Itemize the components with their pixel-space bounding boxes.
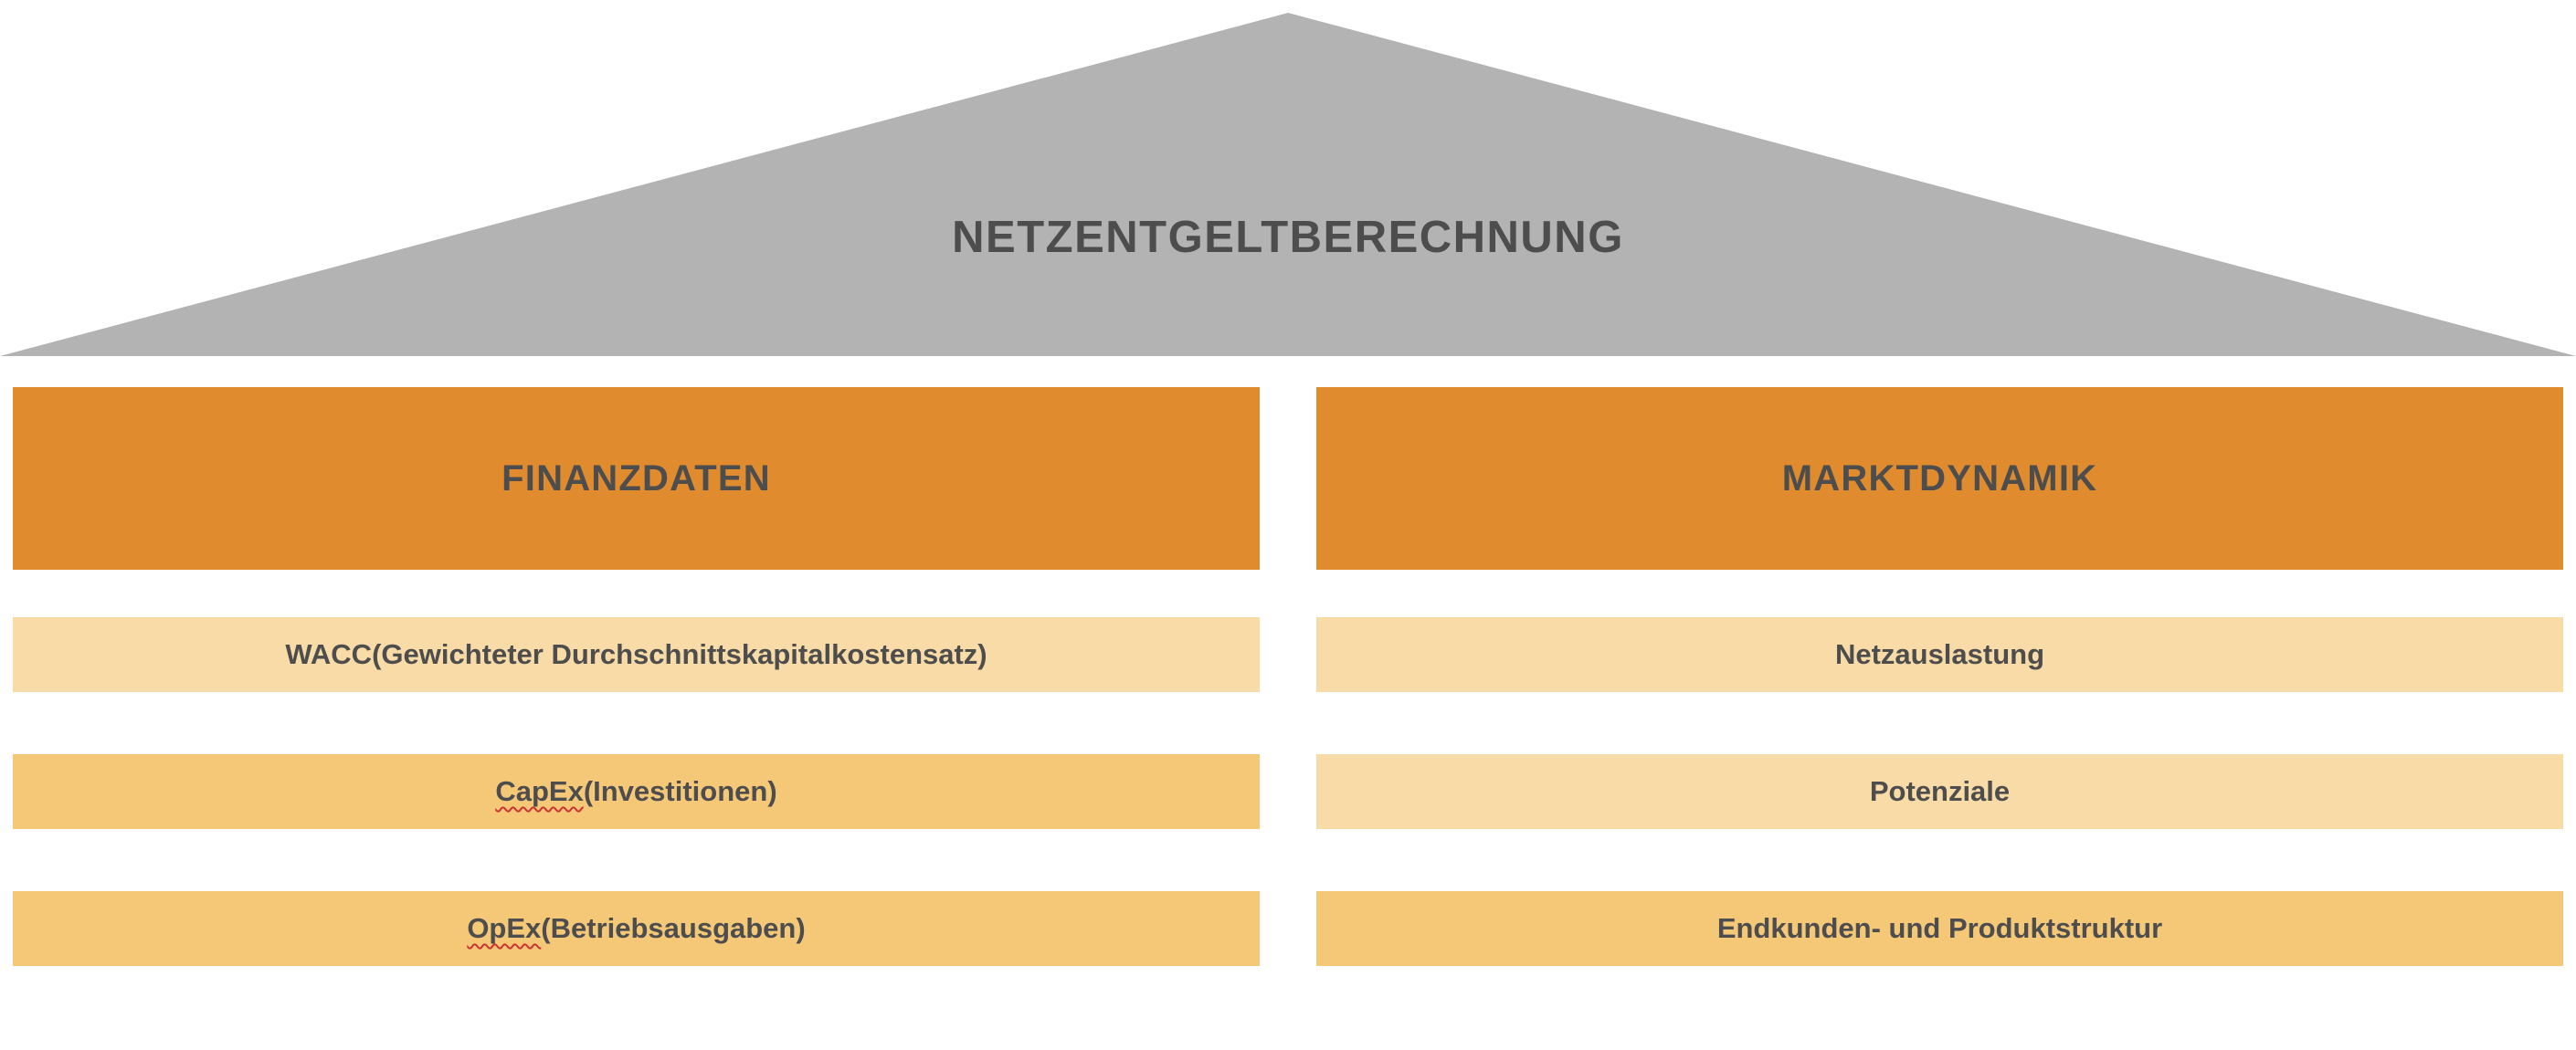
list-item-label: (Investitionen) <box>583 775 777 807</box>
pillar-header-finanzdaten: FINANZDATEN <box>13 387 1260 570</box>
column-marktdynamik <box>1316 387 2563 966</box>
roof-triangle-icon <box>0 0 2576 365</box>
list-item <box>1316 617 2563 692</box>
list-item-abbr: OpEx <box>467 912 542 944</box>
list-item-abbr: CapEx <box>495 775 584 807</box>
list-item <box>13 617 1260 692</box>
list-item-abbr: WACC <box>285 638 373 670</box>
pillar-columns <box>0 387 2576 966</box>
list-item-label: Endkunden- und Produktstruktur <box>1716 912 2163 944</box>
list-item <box>1316 754 2563 829</box>
list-item <box>1316 891 2563 966</box>
list-item-label: Netzauslastung <box>1834 638 2045 670</box>
list-item-label: Potenziale <box>1869 775 2011 807</box>
list-item-label: (Gewichteter Durchschnittskapitalkostensatz) <box>372 638 987 670</box>
list-item-label: (Betriebsausgaben) <box>541 912 806 944</box>
roof-title: NETZENTGELTBERECHNUNG <box>952 213 1624 262</box>
column-finanzdaten <box>13 387 1260 966</box>
list-item <box>13 891 1260 966</box>
roof-shape <box>0 0 2576 365</box>
list-item <box>13 754 1260 829</box>
pillar-header-marktdynamik: MARKTDYNAMIK <box>1316 387 2563 570</box>
